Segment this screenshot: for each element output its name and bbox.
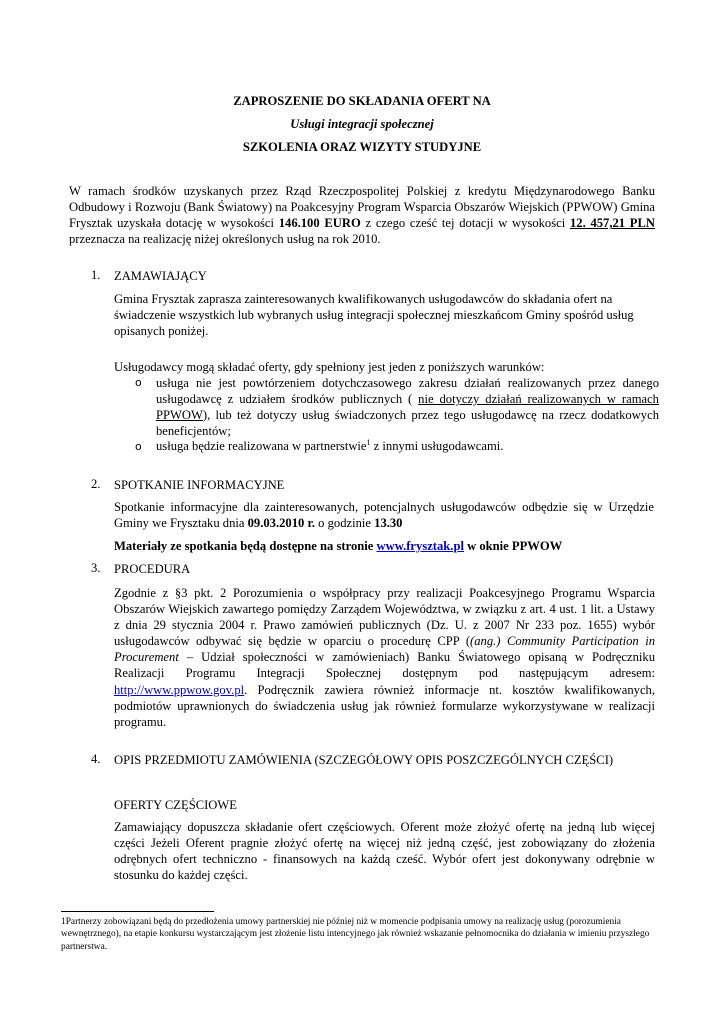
section-1-heading: ZAMAWIAJĄCY	[114, 269, 207, 283]
footnote-marker: 1	[61, 917, 66, 927]
amount-euro: 146.100 EURO	[278, 216, 361, 231]
bullet-marker: o	[135, 376, 142, 389]
footnote	[61, 916, 666, 953]
frysztak-link[interactable]: www.frysztak.pl	[376, 539, 464, 553]
footnote-divider	[61, 911, 214, 912]
section-3-number: 3.	[91, 561, 101, 575]
section-2-number: 2.	[91, 477, 101, 491]
ppwow-link[interactable]: http://www.ppwow.gov.pl	[114, 682, 245, 697]
section-1-paragraph: Gmina Frysztak zaprasza zainteresowanych kwalifikowanych usługodawców do składania ofert na świadczenie wszystkich lub wybranych usług integracji społecznej mieszkańcom Gminy spośród usług opisanych poniżej.	[114, 292, 634, 339]
meeting-time: 13.30	[374, 516, 403, 531]
intro-paragraph: W ramach środków uzyskanych przez Rząd Rzeczpospolitej Polskiej z kredytu Międzynarodowego Banku Odbudowy i Rozwoju (Bank Światowy) na Poakcesyjny Program Wsparcia Obszarów Wiejskich (PPWOW) Gmina Frysztak uzyskała dotację w wysokości 146.100 EURO z czego cześć tej dotacji w wysokości 12. 457,21 PLN przeznacza na realizację niżej określonych usług na rok 2010.	[69, 184, 655, 247]
footnote-ref[interactable]: 1	[366, 437, 371, 447]
condition-item-2: usługa będzie realizowana w partnerstwie$^1$ z innymi usługodawcami.	[156, 437, 504, 453]
section-3-paragraph: Zgodnie z §3 pkt. 2 Porozumienia o współpracy przy realizacji Poakcesyjnego Programu Wsparcia Obszarów Wiejskich zawartego pomiędzy Zarządem Województwa, w związku z art. 4 ust. 1 lit. a Ustawy z dnia 29 stycznia 2004 r. Prawo zamówień publicznych (Dz. U. z 2007 Nr 233 poz. 1655) wybór usługodawców odbywać się będzie w oparciu o procedurę CPP ((ang.) Community Participation in Procurement – Udział społeczności w zamówieniach) Banku Światowego opisaną w Podręczniku Realizacji Programu Integracji Społecznej dostępnym pod następującym adresem: http://www.ppwow.gov.pl. Podręcznik zawiera również informacje nt. kosztów kwalifikowanych, podmiotów uprawnionych do świadczenia usług jak również formularze wykorzystywane w realizacji programu.	[114, 586, 655, 729]
partial-offers-heading: OFERTY CZĘŚCIOWE	[114, 798, 237, 812]
section-4-number: 4.	[91, 752, 101, 766]
section-1-number: 1.	[91, 268, 101, 282]
partial-offers-paragraph: Zamawiający dopuszcza składanie ofert częściowych. Oferent może złożyć ofertę na jedną lub więcej części Jeżeli Oferent pragnie złożyć ofertę na więcej niż jedną część, jest zobowiązany do złożenia odrębnych ofert techniczno - finansowych na każdą cześć. Wybór ofert jest dokonywany odrębnie w stosunku do każdej części.	[114, 820, 655, 883]
document-title: ZAPROSZENIE DO SKŁADANIA OFERT NA	[233, 94, 491, 108]
materials-note: Materiały ze spotkania będą dostępne na stronie www.frysztak.pl w oknie PPWOW	[114, 539, 563, 553]
section-2-paragraph: Spotkanie informacyjne dla zainteresowanych, potencjalnych usługodawców odbędzie się w Urzędzie Gminy we Frysztaku dnia 09.03.2010 r. o godzinie 13.30	[114, 500, 654, 531]
document-title-2: SZKOLENIA ORAZ WIZYTY STUDYJNE	[242, 140, 482, 154]
amount-pln: 12. 457,21 PLN	[569, 216, 655, 231]
section-3-heading: PROCEDURA	[114, 562, 191, 576]
section-2-heading: SPOTKANIE INFORMACYJNE	[114, 478, 285, 492]
bullet-marker: o	[135, 440, 142, 453]
condition-item-1: usługa nie jest powtórzeniem dotychczasowego zakresu działań realizowanych przez danego usługodawcę z udziałem środków publicznych ( nie dotyczy działań realizowanych w ramach PPWOW), lub też dotyczy usług świadczonych przez tego usługodawcę na rzecz dodatkowych beneficjentów;	[156, 376, 659, 439]
section-1-conditions-intro: Usługodawcy mogą składać oferty, gdy spełniony jest jeden z poniższych warunków:	[114, 360, 545, 374]
footnote-text: Partnerzy zobowiązani będą do przedłożenia umowy partnerskiej nie później niż w momencie podpisania umowy na realizację usług (porozumienia wewnętrznego), na etapie konkursu wystarczającym jest złożenie listu intencyjnego jak również wskazanie pełnomocnika do działania w imieniu przyszłego partnerstwa.	[61, 917, 650, 952]
document-subtitle: Usługi integracji społecznej	[290, 117, 434, 131]
meeting-date: 09.03.2010 r.	[247, 516, 316, 531]
section-4-heading: OPIS PRZEDMIOTU ZAMÓWIENIA (SZCZEGÓŁOWY OPIS POSZCZEGÓLNYCH CZĘŚCI)	[114, 753, 614, 767]
